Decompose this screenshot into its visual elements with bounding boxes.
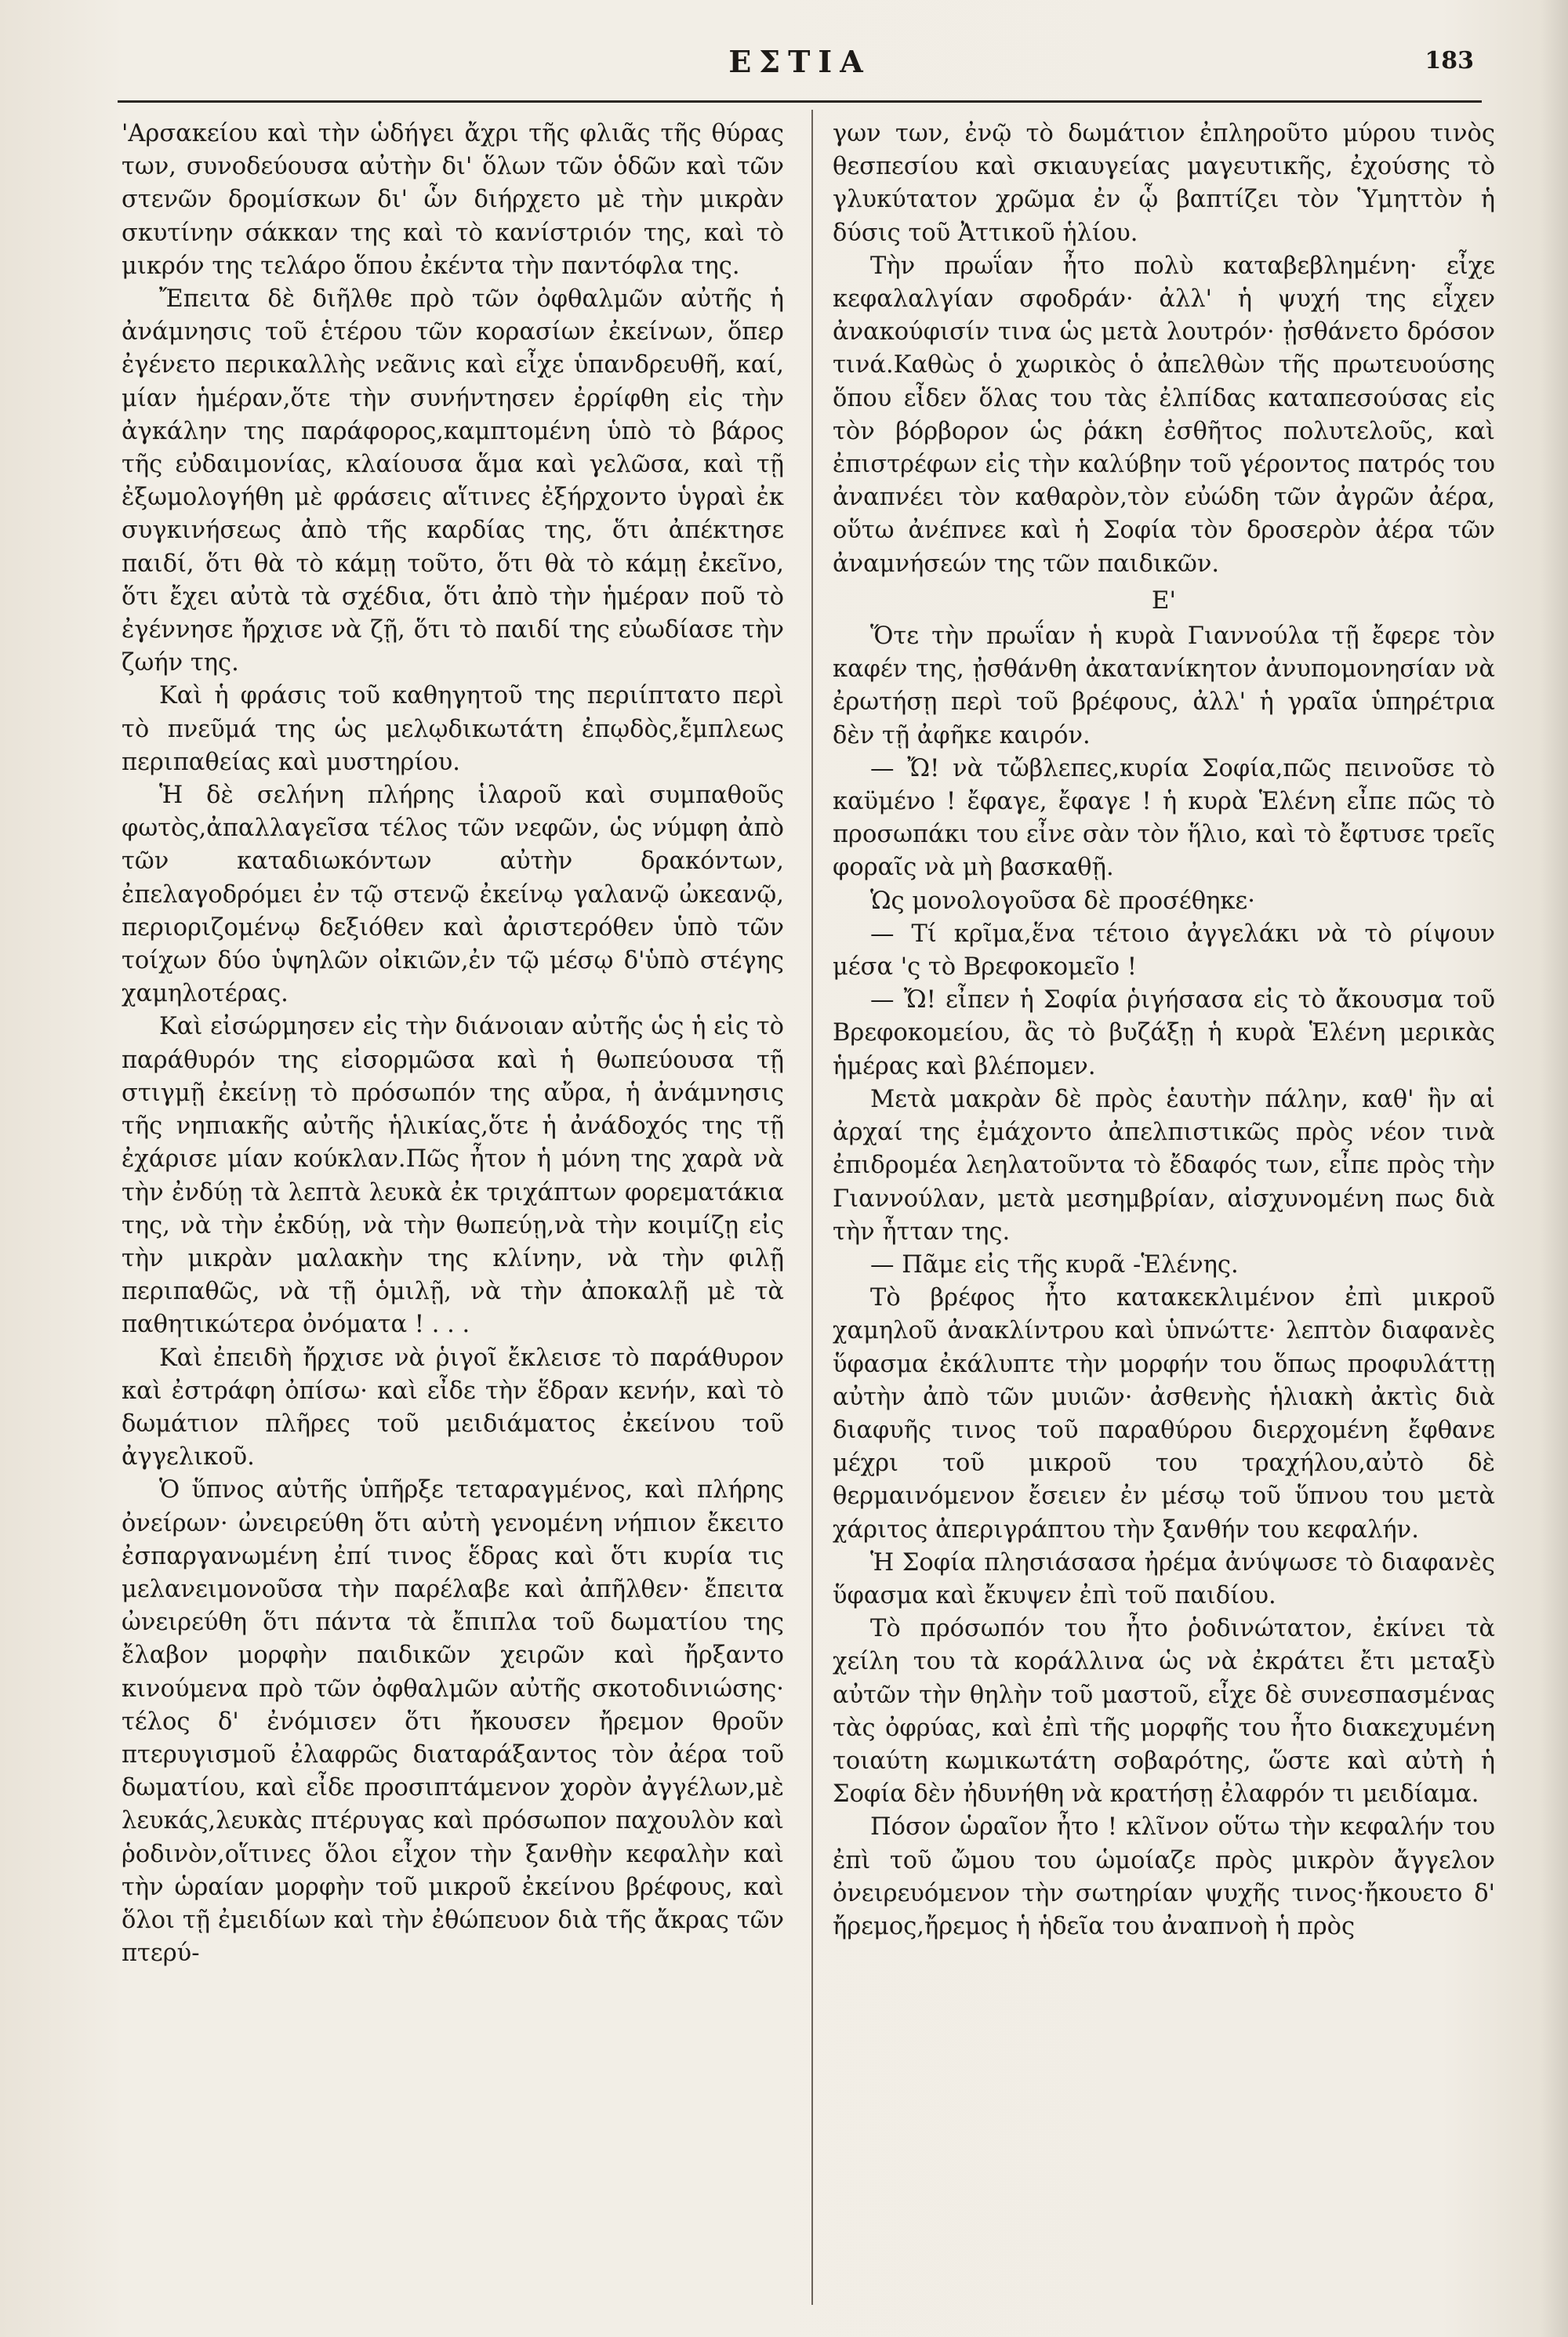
column-divider: [811, 110, 813, 2305]
paragraph: Ὡς μονολογοῦσα δὲ προσέθηκε·: [870, 887, 1255, 915]
paragraph: Καὶ ἡ φράσις τοῦ καθηγητοῦ της περιίπτατο περὶ τὸ πνεῦμά της ὡς μελῳδικωτάτη ἐπῳδὸς,ἔμπλεως περιπαθείας καὶ μυστηρίου.: [122, 682, 784, 776]
paragraph: Τὸ βρέφος ἦτο κατακεκλιμένον ἐπὶ μικροῦ χαμηλοῦ ἀνακλίντρου καὶ ὑπνώττε· λεπτὸν διαφανὲς ὕφασμα ἐκάλυπτε τὴν μορφήν του ὅπως προφυλάττῃ αὐτὴν ἀπὸ τῶν μυιῶν· ἀσθενὴς ἡλιακὴ ἀκτὶς διὰ διαφυῆς τινος τοῦ παραθύρου διερχομένη ἔφθανε μέχρι τοῦ μικροῦ του τραχήλου,αὐτὸ δὲ θερμαινόμενον ἔσειεν ἐν μέσῳ τοῦ ὕπνου του μετὰ χάριτος ἀπεριγράπτου τὴν ξανθήν του κεφαλήν.: [833, 1284, 1495, 1544]
page-header: [118, 39, 1482, 86]
paragraph: Ἡ δὲ σελήνη πλήρης ἱλαροῦ καὶ συμπαθοῦς φωτὸς,ἀπαλλαγεῖσα τέλος τῶν νεφῶν, ὡς νύμφη ἀπὸ τῶν καταδιωκόντων αὐτὴν δρακόντων, ἐπελαγοδρόμει ἐν τῷ στενῷ ἐκείνῳ γαλανῷ ὠκεανῷ, περιοριζομένῳ δεξιόθεν καὶ ἀριστερόθεν ὑπὸ τῶν τοίχων δύο ὑψηλῶν οἰκιῶν,ἐν τῷ μέσῳ δ'ὑπὸ στέγης χαμηλοτέρας.: [122, 782, 784, 1008]
header-rule: [118, 100, 1482, 103]
right-column: [833, 118, 1495, 2305]
dialogue-line: — Ὤ! εἶπεν ἡ Σοφία ῥιγήσασα εἰς τὸ ἄκουσμα τοῦ Βρεφοκομείου, ἂς τὸ βυζάξῃ ἡ κυρὰ Ἑλένη μερικὰς ἡμέρας καὶ βλέπομεν.: [833, 986, 1495, 1080]
dialogue-line: — Τί κρῖμα,ἕνα τέτοιο ἀγγελάκι νὰ τὸ ρίψουν μέσα 'ς τὸ Βρεφοκομεῖο !: [833, 920, 1495, 982]
paragraph: Καὶ ἐπειδὴ ἤρχισε νὰ ῥιγοῖ ἔκλεισε τὸ παράθυρον καὶ ἐστράφη ὀπίσω· καὶ εἶδε τὴν ἕδραν κενήν, καὶ τὸ δωμάτιον πλῆρες τοῦ μειδιάματος ἐκείνου τοῦ ἀγγελικοῦ.: [122, 1344, 784, 1472]
journal-title: ΕΣΤΙΑ: [728, 44, 871, 79]
paragraph: Ὁ ὕπνος αὐτῆς ὑπῆρξε τεταραγμένος, καὶ πλήρης ὀνείρων· ὠνειρεύθη ὅτι αὐτὴ γενομένη νήπιον ἔκειτο ἐσπαργανωμένη ἐπί τινος ἕδρας καὶ ὅτι κυρία τις μελανειμονοῦσα τὴν παρέλαβε καὶ ἀπῆλθεν· ἔπειτα ὠνειρεύθη ὅτι πάντα τὰ ἔπιπλα τοῦ δωματίου της ἔλαβον μορφὴν παιδικῶν χειρῶν καὶ ἤρξαντο κινούμενα πρὸ τῶν ὀφθαλμῶν αὐτῆς σκοτοδινιώσης· τέλος δ' ἐνόμισεν ὅτι ἤκουσεν ἤρεμον θροῦν πτερυγισμοῦ ἐλαφρῶς διαταράξαντος τὸν ἀέρα τοῦ δωματίου, καὶ εἶδε προσιπτάμενον χορὸν ἀγγέλων,μὲ λευκάς,λευκὰς πτέρυγας καὶ πρόσωπον παχουλὸν καὶ ῥοδινὸν,οἵτινες ὅλοι εἶχον τὴν ξανθὴν κεφαλὴν καὶ τὴν ὡραίαν μορφὴν τοῦ μικροῦ ἐκείνου βρέφους, καὶ ὅλοι τῇ ἐμειδίων καὶ τὴν ἐθώπευον διὰ τῆς ἄκρας τῶν πτερύ-: [122, 1476, 784, 1968]
paragraph: 'Αρσακείου καὶ τὴν ὡδήγει ἄχρι τῆς φλιᾶς τῆς θύρας των, συνοδεύουσα αὐτὴν δι' ὅλων τῶν ὁδῶν καὶ τῶν στενῶν δρομίσκων δι' ὧν διήρχετο μὲ τὴν μικρὰν σκυτίνην σάκκαν της καὶ τὸ κανίστριόν της, καὶ τὸ μικρόν της τελάρο ὅπου ἐκέντα τὴν παντόφλα της.: [122, 120, 784, 280]
paragraph: Ἔπειτα δὲ διῆλθε πρὸ τῶν ὀφθαλμῶν αὐτῆς ἡ ἀνάμνησις τοῦ ἑτέρου τῶν κορασίων ἐκείνων, ὅπερ ἐγένετο περικαλλὴς νεᾶνις καὶ εἶχε ὑπανδρευθῆ, καί, μίαν ἡμέραν,ὅτε τὴν συνήντησεν ἐρρίφθη εἰς τὴν ἀγκάλην της παράφορος,καμπτομένη ὑπὸ τὸ βάρος τῆς εὐδαιμονίας, κλαίουσα ἅμα καὶ γελῶσα, καὶ τῇ ἐξωμολογήθη μὲ φράσεις αἵτινες ἐξήρχοντο ὑγραὶ ἐκ συγκινήσεως ἀπὸ τῆς καρδίας της, ὅτι ἀπέκτησε παιδί, ὅτι θὰ τὸ κάμῃ τοῦτο, ὅτι θὰ τὸ κάμῃ ἐκεῖνο, ὅτι ἔχει αὐτὰ τὰ σχέδια, ὅτι ἀπὸ τὴν ἡμέραν ποῦ τὸ ἐγέννησε ἤρχισε νὰ ζῇ, ὅτι τὸ παιδί της εὐωδίασε τὴν ζωήν της.: [122, 285, 784, 677]
paragraph: Μετὰ μακρὰν δὲ πρὸς ἑαυτὴν πάλην, καθ' ἣν αἱ ἀρχαί της ἐμάχοντο ἀπελπιστικῶς πρὸς νέον τινὰ ἐπιδρομέα λεηλατοῦντα τὸ ἔδαφός των, εἶπε πρὸς τὴν Γιαννούλαν, μετὰ μεσημβρίαν, αἰσχυνομένη πως διὰ τὴν ἧτταν της.: [833, 1085, 1495, 1246]
left-column: [122, 118, 784, 2305]
page-edge-shadow: [1541, 0, 1568, 2337]
paragraph: Ἡ Σοφία πλησιάσασα ἠρέμα ἀνύψωσε τὸ διαφανὲς ὕφασμα καὶ ἔκυψεν ἐπὶ τοῦ παιδίου.: [833, 1548, 1495, 1609]
paragraph: Τὴν πρωΐαν ἦτο πολὺ καταβεβλημένη· εἶχε κεφαλαλγίαν σφοδράν· ἀλλ' ἡ ψυχή της εἶχεν ἀνακούφισίν τινα ὡς μετὰ λουτρόν· ᾐσθάνετο δρόσον τινά.Καθὼς ὁ χωρικὸς ὁ ἀπελθὼν τῆς πρωτευούσης ὅπου εἶδεν ὅλας του τὰς ἐλπίδας καταπεσούσας εἰς τὸν βόρβορον ὡς ῥάκη ἐσθῆτος πολυτελοῦς, καὶ ἐπιστρέφων εἰς τὴν καλύβην τοῦ γέροντος πατρός του ἀναπνέει τὸν καθαρὸν,τὸν εὐώδη τῶν ἀγρῶν ἀέρα, οὕτω ἀνέπνεε καὶ ἡ Σοφία τὸν δροσερὸν ἀέρα τῶν ἀναμνήσεών της τῶν παιδικῶν.: [833, 252, 1495, 578]
paragraph: Τὸ πρόσωπόν του ἦτο ῥοδινώτατον, ἐκίνει τὰ χείλη του τὰ κοράλλινα ὡς νὰ ἐκράτει ἔτι μεταξὺ αὐτῶν τὴν θηλὴν τοῦ μαστοῦ, εἶχε δὲ συνεσπασμένας τὰς ὀφρύας, καὶ ἐπὶ τῆς μορφῆς του ἦτο διακεχυμένη τοιαύτη κωμικωτάτη σοβαρότης, ὥστε καὶ αὐτὴ ἡ Σοφία δὲν ἠδυνήθη νὰ κρατήσῃ ἐλαφρόν τι μειδίαμα.: [833, 1615, 1495, 1809]
paragraph: Ὅτε τὴν πρωΐαν ἡ κυρὰ Γιαννούλα τῇ ἔφερε τὸν καφέν της, ᾐσθάνθη ἀκατανίκητον ἀνυπομονησίαν νὰ ἐρωτήσῃ περὶ τοῦ βρέφους, ἀλλ' ἡ γραῖα ὑπηρέτρια δὲν τῇ ἀφῆκε καιρόν.: [833, 622, 1495, 749]
section-heading: Ε': [1151, 586, 1177, 615]
dialogue-line: — Ὤ! νὰ τὤβλεπες,κυρία Σοφία,πῶς πεινοῦσε τὸ καϋμένο ! ἔφαγε, ἔφαγε ! ἡ κυρὰ Ἑλένη εἶπε πῶς τὸ προσωπάκι του εἶνε σὰν τὸν ἥλιο, καὶ τὸ ἔφτυσε τρεῖς φοραῖς νὰ μὴ βασκαθῇ.: [833, 754, 1495, 882]
paragraph: Πόσον ὡραῖον ἦτο ! κλῖνον οὕτω τὴν κεφαλήν του ἐπὶ τοῦ ὤμου του ὡμοίαζε πρὸς μικρὸν ἄγγελον ὀνειρευόμενον τὴν σωτηρίαν ψυχῆς τινος·ἤκουετο δ' ἤρεμος,ἤρεμος ἡ ἡδεῖα του ἀναπνοὴ ἡ πρὸς: [833, 1813, 1495, 1940]
page-number: 183: [1425, 47, 1474, 74]
dialogue-line: — Πᾶμε εἰς τῆς κυρᾶ -Ἑλένης.: [870, 1250, 1239, 1279]
paragraph: Καὶ εἰσώρμησεν εἰς τὴν διάνοιαν αὐτῆς ὡς ἡ εἰς τὸ παράθυρόν της εἰσορμῶσα καὶ ἡ θωπεύουσα τῇ στιγμῇ ἐκείνῃ τὸ πρόσωπόν της αὔρα, ἡ ἀνάμνησις τῆς νηπιακῆς αὐτῆς ἡλικίας,ὅτε ἡ ἀνάδοχός της τῇ ἐχάρισε μίαν κούκλαν.Πῶς ἦτον ἡ μόνη της χαρὰ νὰ τὴν ἐνδύῃ τὰ λεπτὰ λευκὰ ἐκ τριχάπτων φορεματάκια της, νὰ τὴν ἐκδύῃ, νὰ τὴν θωπεύῃ,νὰ τὴν κοιμίζῃ εἰς τὴν μικρὰν μαλακὴν της κλίνην, νὰ τὴν φιλῇ περιπαθῶς, νὰ τῇ ὁμιλῇ, νὰ τὴν ἀποκαλῇ μὲ τὰ παθητικώτερα ὀνόματα ! . . .: [122, 1013, 784, 1339]
paragraph: γων των, ἐνῷ τὸ δωμάτιον ἐπληροῦτο μύρου τινὸς θεσπεσίου καὶ σκιαυγείας μαγευτικῆς, ἐχούσης τὸ γλυκύτατον χρῶμα ἐν ᾧ βαπτίζει τὸν Ὑμηττὸν ἡ δύσις τοῦ Ἀττικοῦ ἡλίου.: [833, 120, 1495, 247]
